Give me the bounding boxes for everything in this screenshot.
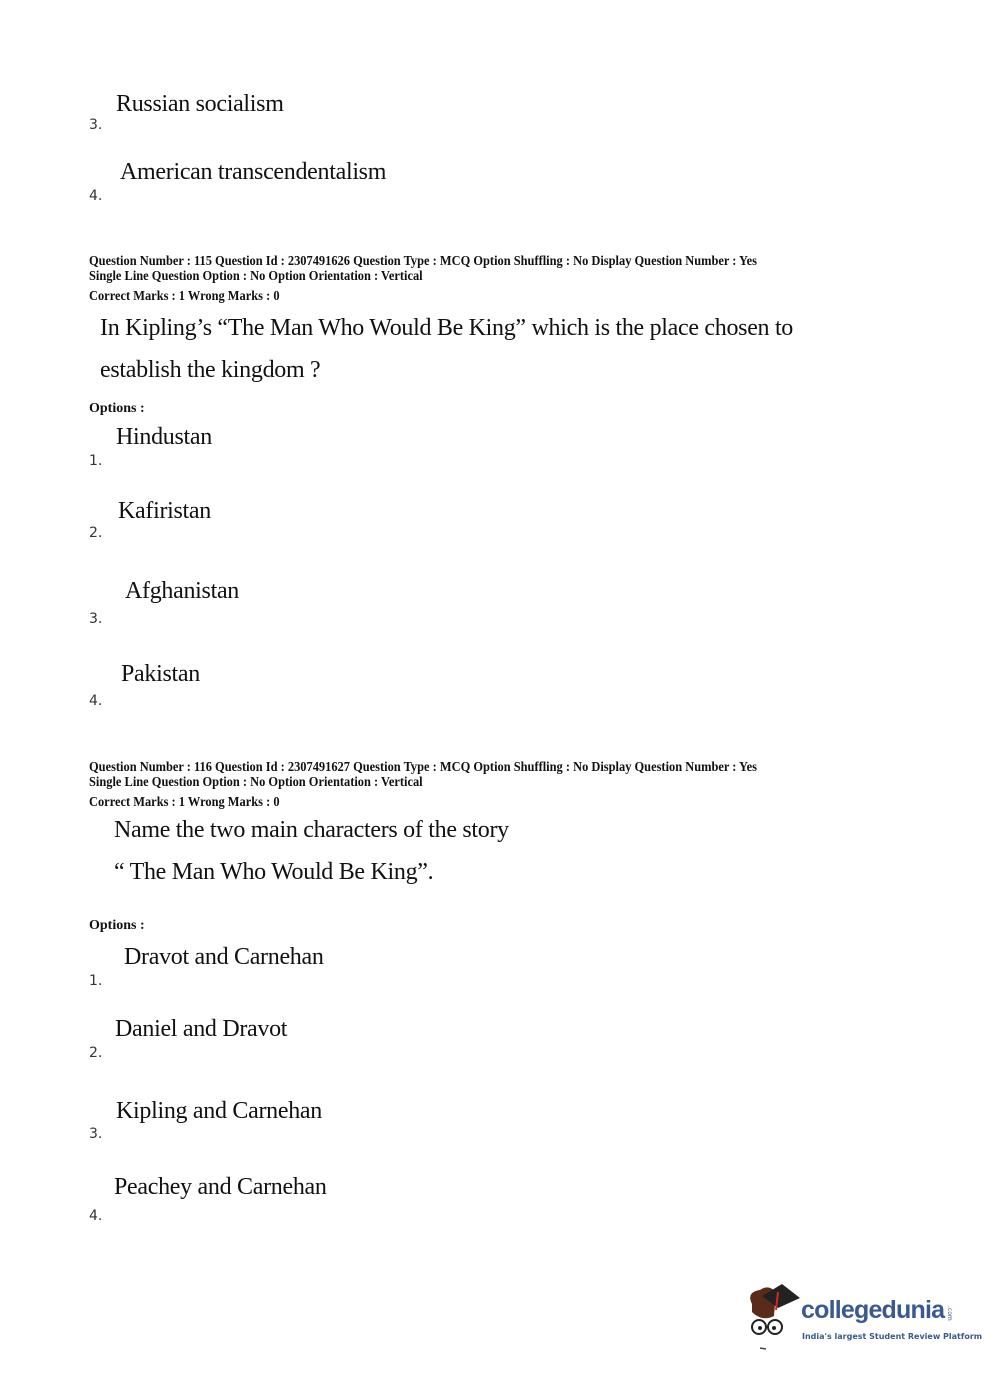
option-number: 1. [89,453,103,469]
option-number: 3. [89,117,103,133]
option-number: 2. [89,525,103,541]
option-number: 4. [89,1208,103,1224]
logo-suffix: .com [946,1306,954,1321]
option-text: Dravot and Carnehan [124,944,324,970]
option-text: American transcendentalism [120,159,387,185]
option-text: Peachey and Carnehan [114,1174,327,1200]
option-text: Afghanistan [125,578,240,604]
option-number: 4. [89,188,103,204]
option-number: 2. [89,1045,103,1061]
option-text: Kipling and Carnehan [116,1098,322,1124]
options-label: Options : [89,401,145,416]
option-number: 4. [89,693,103,709]
question-marks: Correct Marks : 1 Wrong Marks : 0 [89,794,280,809]
question-text: “ The Man Who Would Be King”. [114,859,434,885]
question-text: Name the two main characters of the story [114,817,509,843]
logo-tagline: India's largest Student Review Platform [802,1332,983,1341]
question-marks: Correct Marks : 1 Wrong Marks : 0 [89,288,280,303]
question-text: establish the kingdom ? [100,357,321,383]
collegedunia-mascot-icon [742,1282,802,1352]
option-number: 3. [89,1126,103,1142]
question-meta: Single Line Question Option : No Option Orientation : Vertical [89,774,423,789]
option-text: Hindustan [116,424,212,450]
option-text: Pakistan [121,661,200,687]
question-text: In Kipling’s “The Man Who Would Be King” which is the place chosen to [100,315,794,341]
option-number: 3. [89,611,103,627]
option-number: 1. [89,973,103,989]
question-meta: Question Number : 116 Question Id : 2307491627 Question Type : MCQ Option Shuffling : No Display Question Number : Yes [89,759,758,774]
logo-wordmark: collegedunia [801,1296,945,1324]
option-text: Kafiristan [118,498,211,524]
options-label: Options : [89,918,145,933]
question-meta: Single Line Question Option : No Option Orientation : Vertical [89,268,423,283]
logo-wordmark-row [801,1296,952,1324]
option-text: Russian socialism [116,91,284,117]
question-meta: Question Number : 115 Question Id : 2307491626 Question Type : MCQ Option Shuffling : No Display Question Number : Yes [89,253,758,268]
option-text: Daniel and Dravot [115,1016,288,1042]
